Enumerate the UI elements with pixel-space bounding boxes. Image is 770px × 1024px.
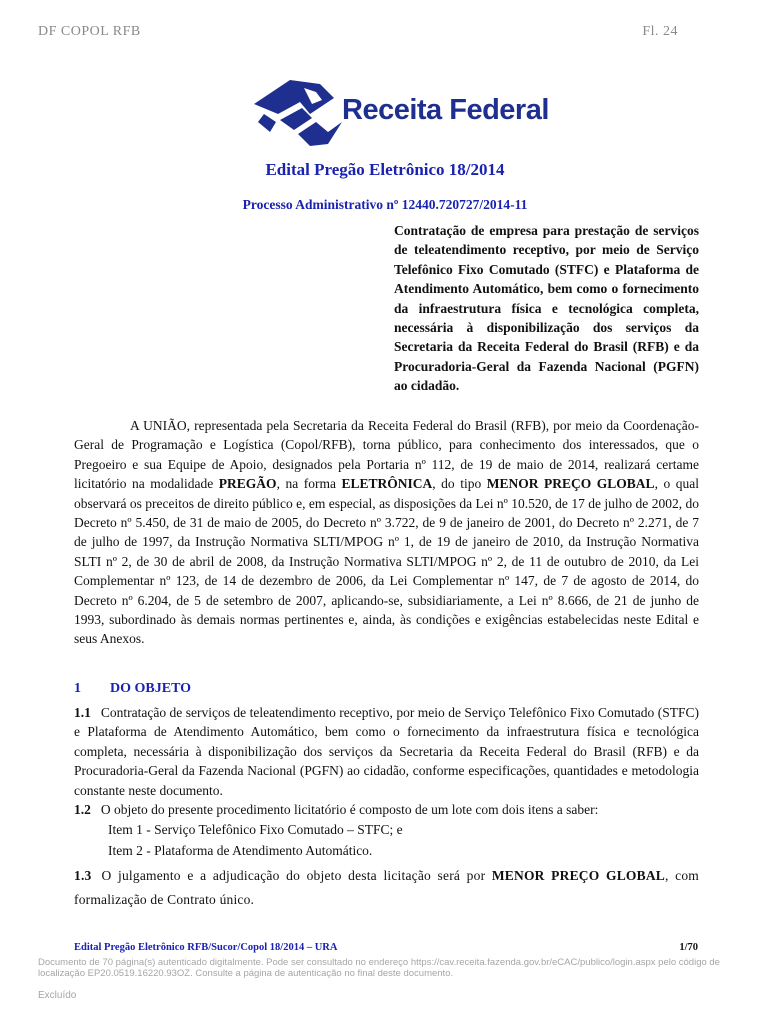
item-number: 1.3 [74, 868, 92, 883]
section-1-heading [74, 681, 699, 697]
item-text: O objeto do presente procedimento licitatório é composto de um lote com dois itens a saber: [100, 802, 599, 817]
footer-page-number: 1/70 [679, 942, 698, 953]
intro-bold-pregao: PREGÃO [218, 476, 277, 492]
item-text: Contratação de serviços de teleatendimento receptivo, por meio de Serviço Telefônico Fixo Comutado (STFC) e Plataforma de Atendimento Automático, bem como o fornecimento da infraestrutura física e tecnológica completa, necessária à disponibilização dos serviços da Secretaria da Receita Federal do Brasil (RFB) e da Procuradoria-Geral da Fazenda Nacional (PGFN) ao cidadão, conforme especificações, quantidades e metodologia constante neste documento. [74, 705, 699, 798]
sub-item-2: Item 2 - Plataforma de Atendimento Automático. [108, 843, 373, 858]
section-title: DO OBJETO [110, 681, 192, 696]
intro-paragraph [74, 416, 699, 649]
logo-wordmark: Receita Federal [342, 94, 549, 126]
item-text: O julgamento e a adjudicação do objeto desta licitação será por [101, 868, 492, 883]
section-number: 1 [74, 681, 81, 696]
item-number: 1.2 [74, 802, 91, 817]
document-title: Edital Pregão Eletrônico 18/2014 [265, 160, 505, 179]
sub-item-1: Item 1 - Serviço Telefônico Fixo Comutado – STFC; e [108, 822, 403, 837]
watermark-left: DF COPOL RFB [38, 24, 141, 39]
footer-document-reference: Edital Pregão Eletrônico RFB/Sucor/Copol 18/2014 – URA [74, 942, 338, 953]
intro-text-3: , do tipo [432, 476, 487, 492]
item-1-2 [74, 800, 699, 819]
intro-bold-menor-preco: MENOR PREÇO GLOBAL [486, 476, 655, 492]
item-bold: MENOR PREÇO GLOBAL [491, 868, 665, 883]
receita-federal-logo [250, 74, 549, 149]
item-text-end: , com formalização de Contrato único. [74, 868, 699, 907]
item-number: 1.1 [74, 705, 91, 720]
intro-text-4: , o qual observará os preceitos de direito público e, em especial, as disposições da Lei nº 10.520, de 17 de julho de 2002, do Decreto nº 5.450, de 31 de maio de 2005, do Decreto nº 3.722, de 9 de janeiro de 2001, do Decreto nº 2.271, de 7 de julho de 1997, da Instrução Normativa SLTI/MPOG nº 1, de 19 de janeiro de 2010, da Instrução Normativa SLTI nº 2, de 30 de abril de 2008, da Instrução Normativa SLTI/MPOG nº 2, de 11 de outubro de 2010, da Lei Complementar nº 123, de 14 de dezembro de 2006, da Lei Complementar nº 147, de 7 de agosto de 2014, do Decreto nº 6.204, de 5 de setembro de 2007, aplicando-se, subsidiariamente, a Lei nº 8.666, de 21 de junho de 1993, subordinado às demais normas pertinentes e, ainda, às condições e exigências estabelecidas neste Edital e seus Anexos. [74, 476, 699, 647]
item-1-1 [74, 703, 699, 800]
intro-text-1: A UNIÃO, representada pela Secretaria da Receita Federal do Brasil (RFB), por meio da Coordenação-Geral de Programação e Logística (Copol/RFB), torna público, para conhecimento dos interessados, que o Pregoeiro e sua Equipe de Apoio, designados pela Portaria nº 112, de 19 de maio de 2014, realizará certame licitatório na modalidade [74, 418, 699, 492]
intro-bold-eletronica: ELETRÔNICA [341, 476, 433, 492]
intro-text-2: , na forma [276, 476, 342, 492]
watermark-page: Fl. 24 [642, 24, 678, 39]
process-number: Processo Administrativo nº 12440.720727/2014-11 [242, 197, 528, 212]
authentication-notice: Documento de 70 página(s) autenticado digitalmente. Pode ser consultado no endereço https://cav.receita.fazenda.gov.br/eCAC/publico/login.aspx pelo código de localização EP20.0519.16220.93OZ. Consulte a página de autenticação no final deste documento. [38, 957, 720, 979]
item-1-3 [74, 864, 699, 912]
object-summary: Contratação de empresa para prestação de serviços de teleatendimento receptivo, por meio de Serviço Telefônico Fixo Comutado (STFC) e Plataforma de Atendimento Automático, bem como o fornecimento da infraestrutura física e tecnológica completa, necessária à disponibilização dos serviços da Secretaria da Receita Federal do Brasil (RFB) e da Procuradoria-Geral da Fazenda Nacional (PGFN) ao cidadão. [394, 223, 699, 394]
receita-federal-emblem-icon [250, 74, 346, 149]
excluded-mark: Excluído [38, 990, 77, 1001]
